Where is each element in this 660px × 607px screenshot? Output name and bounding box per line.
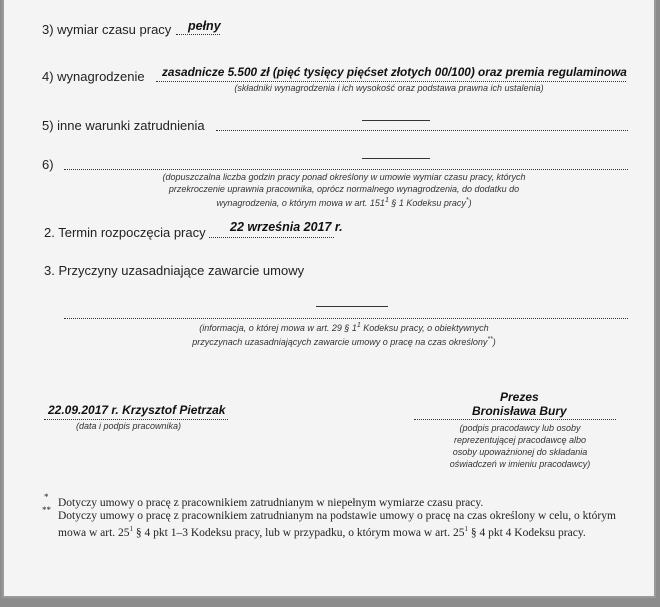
employer-caption (436, 422, 604, 470)
reasons-note-close: ) (492, 337, 496, 347)
reasons-note-line2-text: przyczynach uzasadniających zawarcie umowy o pracę na czas określony (192, 337, 488, 347)
reasons-dotted-line (64, 318, 628, 319)
overtime-note (124, 171, 564, 209)
employer-title: Prezes (500, 390, 539, 404)
reasons-note-line1-end: Kodeksu pracy, o obiektywnych (363, 323, 489, 333)
overtime-note-close: ) (468, 198, 472, 208)
employer-signature-dotted-line (414, 419, 616, 420)
document-page (2, 0, 656, 598)
overtime-note-line1: (dopuszczalna liczba godzin pracy ponad określony w umowie wymiar czasu pracy, których (162, 172, 526, 182)
other-conditions-dash (362, 120, 430, 121)
overtime-note-line3-end: § 1 Kodeksu pracy (391, 198, 466, 208)
other-conditions-dotted-line (216, 130, 628, 131)
overtime-note-star: * (465, 197, 469, 204)
salary-value: zasadnicze 5.500 zł (pięć tysięcy pięćset złotych 00/100) oraz premia regulaminowa (162, 65, 627, 79)
reasons-dash (316, 306, 388, 307)
footnote2-part-b: § 4 pkt 1–3 Kodeksu pracy, lub w przypadku, o którym mowa w art. 25 (135, 526, 465, 539)
start-date-value: 22 września 2017 r. (230, 220, 343, 234)
salary-note: (składniki wynagrodzenia i ich wysokość oraz podstawa prawna ich ustalenia) (234, 83, 544, 93)
overtime-note-line3-text: wynagrodzenia, o którym mowa w art. 151 (216, 198, 385, 208)
footnote1-text: Dotyczy umowy o pracę z pracownikiem zatrudnianym w niepełnym wymiarze czasu pracy. (58, 497, 484, 509)
working-time-label: 3) wymiar czasu pracy (42, 22, 172, 37)
employee-caption: (data i podpis pracownika) (76, 421, 182, 431)
reasons-label: 3. Przyczyny uzasadniające zawarcie umowy (44, 263, 305, 278)
overtime-note-line3 (124, 195, 564, 209)
working-time-dotted-line (176, 34, 220, 35)
reasons-note (154, 320, 534, 348)
reasons-note-line2 (154, 334, 534, 348)
reasons-note-line1-text: (informacja, o której mowa w art. 29 § 1 (199, 323, 357, 333)
start-date-label: 2. Termin rozpoczęcia pracy (44, 225, 206, 240)
employer-caption-line4: oświadczeń w imieniu pracodawcy) (449, 459, 591, 469)
employer-caption-line2: reprezentującej pracodawcę albo (453, 435, 587, 445)
start-date-dotted-line (209, 237, 334, 238)
employer-caption-line3: osoby upoważnionej do składania (452, 447, 588, 457)
reasons-note-sup: 1 (356, 322, 361, 329)
overtime-dotted-line (64, 169, 628, 170)
employee-signature: 22.09.2017 r. Krzysztof Pietrzak (48, 403, 226, 417)
overtime-label: 6) (42, 157, 54, 172)
footnote2-mark: ** (42, 505, 51, 515)
salary-label: 4) wynagrodzenie (42, 69, 145, 84)
reasons-note-line1 (154, 320, 534, 334)
footnote1-mark: * (44, 492, 49, 502)
overtime-dash (362, 158, 430, 159)
footnote2-text (58, 510, 618, 540)
overtime-note-line2: przekroczenie uprawnia pracownika, oprócz normalnego wynagrodzenia, do dodatku do (168, 184, 520, 194)
footnote2-part-a: Dotyczy umowy o pracę z pracownikiem zatrudnianym na podstawie umowy o pracę na czas określony w celu, o którym mowa w art. 25 (58, 510, 616, 539)
footnote2-sup1: 1 (129, 525, 134, 533)
reasons-note-star: ** (487, 336, 493, 343)
employer-caption-line1: (podpis pracodawcy lub osoby (459, 423, 581, 433)
employer-name: Bronisława Bury (472, 404, 567, 418)
other-conditions-label: 5) inne warunki zatrudnienia (42, 118, 205, 133)
overtime-note-sup: 1 (384, 197, 389, 204)
working-time-value: pełny (188, 19, 221, 33)
footnote2-sup2: 1 (464, 525, 468, 533)
footnote2-part-c: § 4 pkt 4 Kodeksu pracy. (470, 526, 586, 539)
